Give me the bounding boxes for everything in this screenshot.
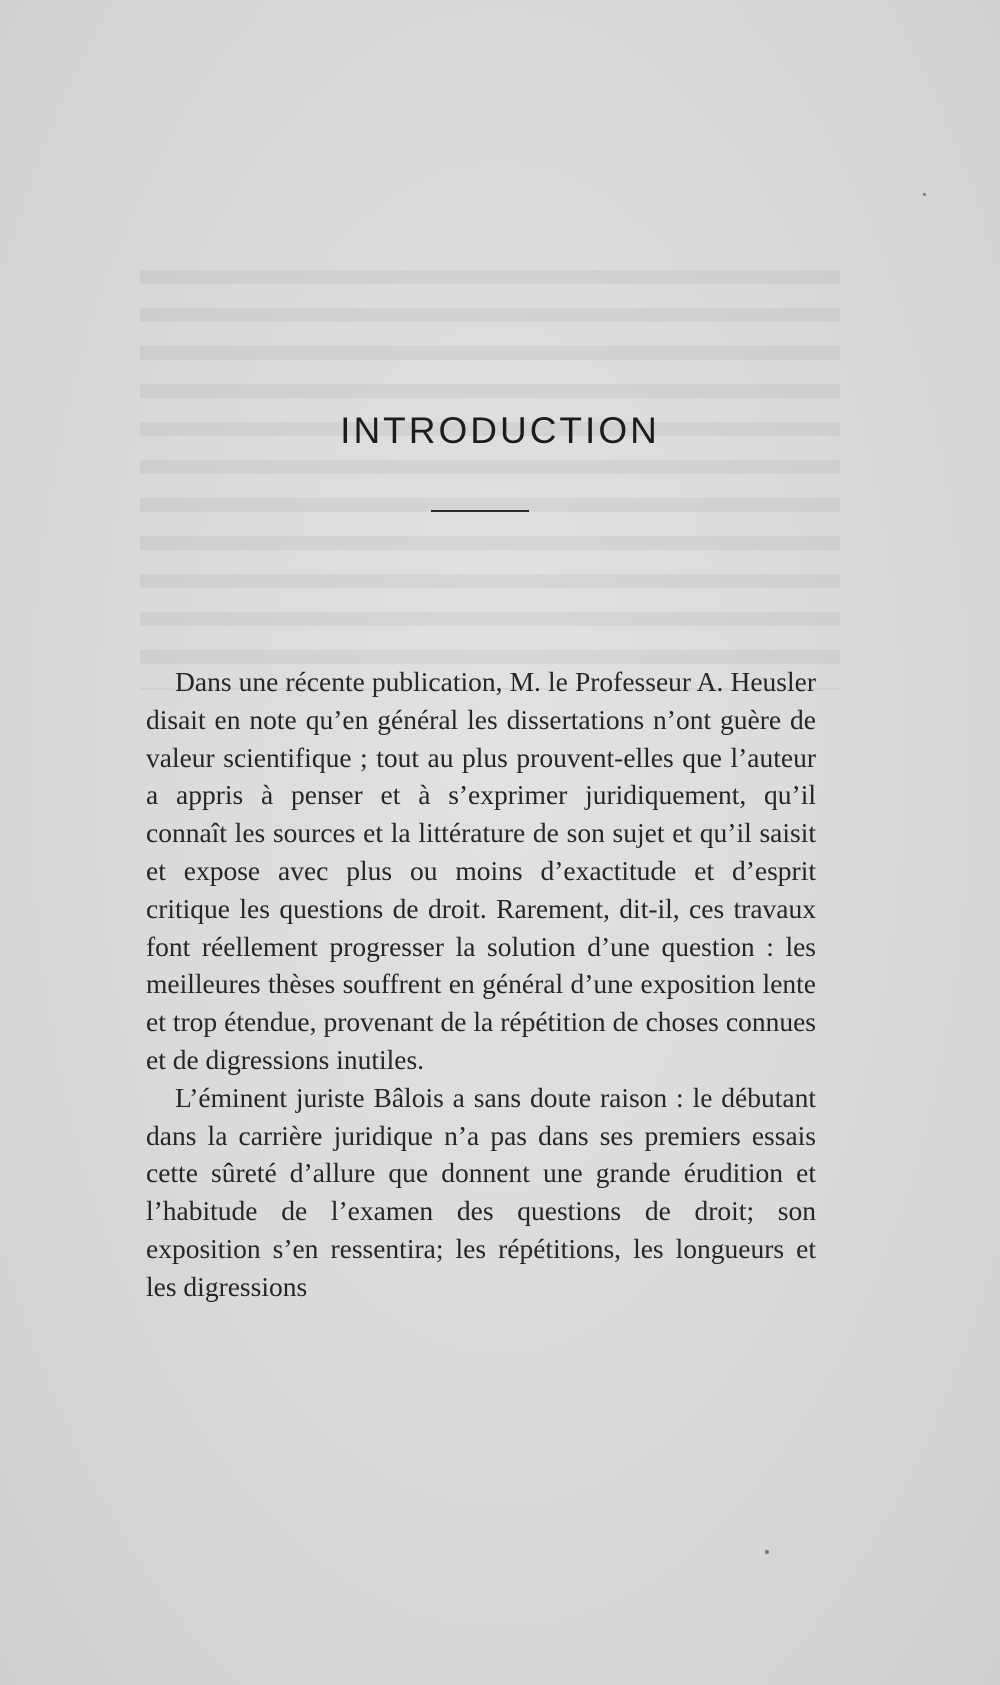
paper-speck	[923, 193, 926, 196]
title-rule	[431, 510, 529, 512]
body-text	[146, 663, 816, 1306]
chapter-title: INTRODUCTION	[340, 410, 660, 451]
paragraph-1: Dans une récente publication, M. le Professeur A. Heusler disait en note qu’en général les dissertations n’ont guère de valeur scientifique ; tout au plus prouvent-elles que l’auteur a appris à penser et à s’exprimer juridiquement, qu’il connaît les sources et la littérature de son sujet et qu’il saisit et expose avec plus ou moins d’exactitude et d’esprit critique les questions de droit. Rarement, dit-il, ces travaux font réellement progresser la solution d’une question : les meilleures thèses souffrent en général d’une exposition lente et trop étendue, provenant de la répétition de choses connues et de digressions inutiles.	[146, 666, 816, 1075]
paragraph-2: L’éminent juriste Bâlois a sans doute raison : le débutant dans la carrière juridique n’a pas dans ses premiers essais cette sûreté d’allure que donnent une grande érudition et l’habitude de l’examen des questions de droit; son exposition s’en ressentira; les répétitions, les longueurs et les digressions	[146, 1081, 816, 1302]
paper-speck	[765, 1550, 769, 1554]
bleed-through-text	[140, 270, 840, 690]
